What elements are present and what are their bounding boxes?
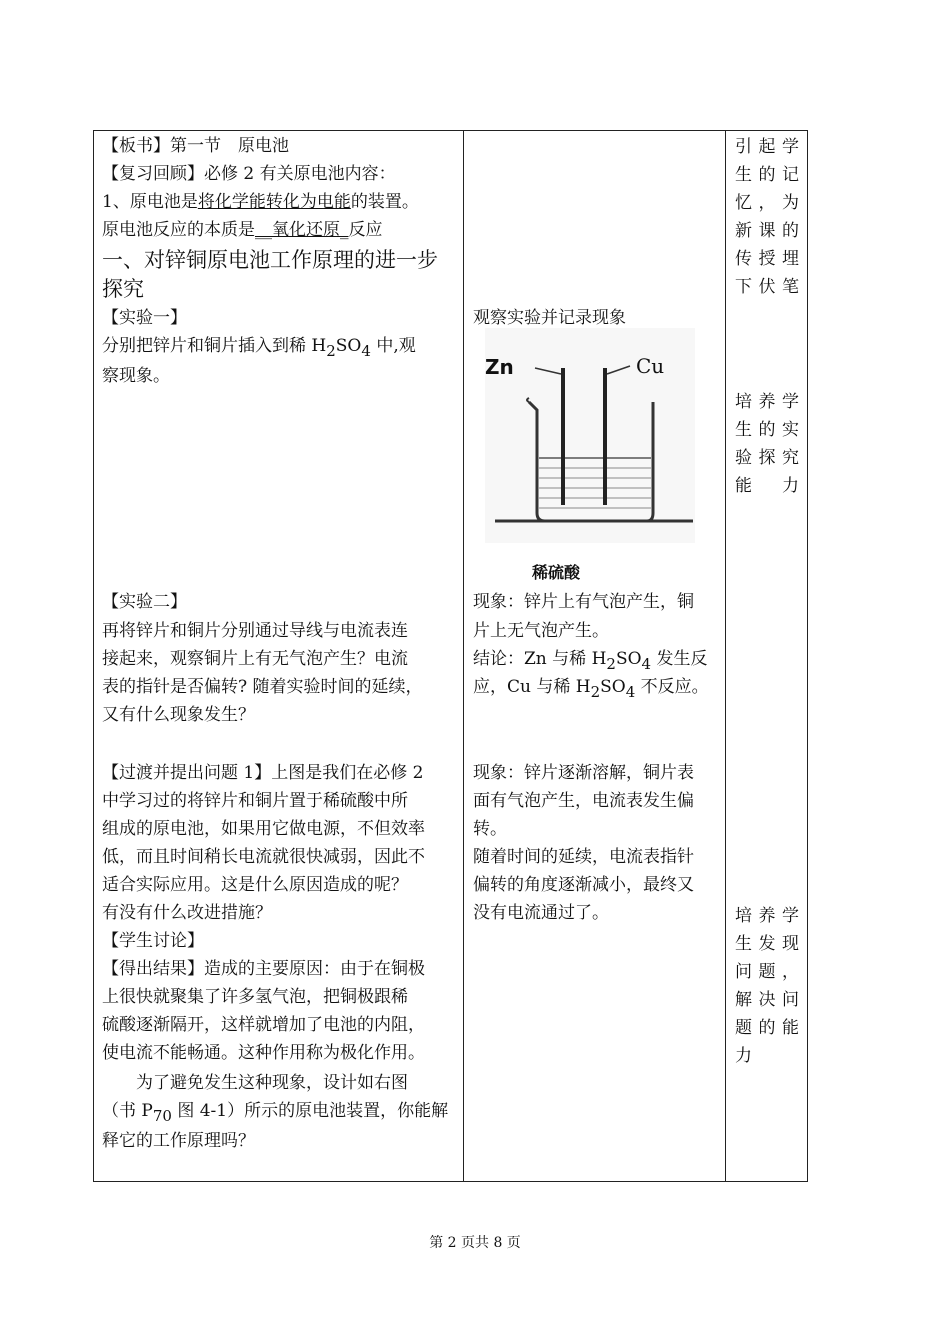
intent-2: 培养学生的实验探究能力 [735, 392, 799, 496]
page-footer: 第 2 页共 8 页 [429, 1235, 521, 1251]
phenomenon-2: 随着时间的延续，电流表指针 [473, 847, 694, 867]
result-line: 上很快就聚集了许多氢气泡，把铜极跟稀 [102, 987, 408, 1007]
avoid-line: 为了避免发生这种现象，设计如右图 [102, 1073, 408, 1093]
phenomenon-2: 转。 [473, 819, 507, 839]
conclusion-line-1: 结论：Zn 与稀 $H_2SO_4$ 发生反 [473, 649, 708, 673]
board-heading: 【板书】第一节 原电池 [102, 136, 289, 156]
result-line: 使电流不能畅通。这种作用称为极化作用。 [102, 1043, 425, 1063]
transition-line: 适合实际应用。这是什么原因造成的呢？ [102, 875, 408, 895]
result-line: 【得出结果】造成的主要原因：由于在铜极 [102, 959, 425, 979]
design-intent-column [725, 131, 809, 1181]
intent-3: 培养学生发现问题，解决问题的能力 [735, 906, 799, 1066]
experiment-2-line: 表的指针是否偏转? 随着实验时间的延续， [102, 677, 423, 697]
phenomenon-1: 现象：锌片上有气泡产生，铜 [473, 592, 694, 612]
transition-line: 有没有什么改进措施？ [102, 903, 272, 923]
observe-instruction: 观察实验并记录现象 [473, 308, 626, 328]
zinc-electrode [561, 368, 565, 505]
avoid-line: （书 $P_{70}$ 图 4-1）所示的原电池装置，你能解 [102, 1101, 449, 1125]
section-heading: 一、对锌铜原电池工作原理的进一步 [102, 248, 438, 272]
answer-blank-1: 将化学能转化为电能 [197, 192, 351, 212]
review-line-1: 1、原电池是将化学能转化为电能的装置。 [102, 192, 419, 212]
experiment-1-label: 【实验一】 [102, 308, 187, 328]
section-heading-cont: 探究 [102, 277, 144, 301]
review-heading: 【复习回顾】必修 2 有关原电池内容： [102, 164, 396, 184]
copper-electrode [603, 368, 607, 505]
phenomenon-1-cont: 片上无气泡产生。 [473, 621, 609, 641]
transition-line: 中学习过的将锌片和铜片置于稀硫酸中所 [102, 791, 408, 811]
result-line: 硫酸逐渐隔开，这样就增加了电池的内阻， [102, 1015, 425, 1035]
discussion-label: 【学生讨论】 [102, 931, 204, 951]
transition-line: 低，而且时间稍长电流就很快减弱，因此不 [102, 847, 425, 867]
lesson-table [93, 130, 808, 1182]
phenomenon-2: 面有气泡产生，电流表发生偏 [473, 791, 694, 811]
zn-label: Zn [485, 355, 514, 379]
phenomenon-2: 没有电流通过了。 [473, 903, 609, 923]
transition-line: 组成的原电池，如果用它做电源，不但效率 [102, 819, 425, 839]
experiment-1-text-cont: 察现象。 [102, 366, 170, 386]
experiment-2-line: 再将锌片和铜片分别通过导线与电流表连 [102, 621, 408, 641]
transition-line: 【过渡并提出问题 1】上图是我们在必修 2 [102, 763, 424, 783]
avoid-line: 释它的工作原理吗？ [102, 1131, 255, 1151]
experiment-2-line: 接起来，观察铜片上有无气泡产生？电流 [102, 649, 408, 669]
student-activity-column [463, 131, 725, 1181]
figure-caption: 稀硫酸 [532, 563, 581, 582]
conclusion-line-2: 应，Cu 与稀 $H_2SO_4$ 不反应。 [473, 677, 709, 701]
phenomenon-2: 现象：锌片逐渐溶解，铜片表 [473, 763, 694, 783]
cu-label: Cu [636, 354, 665, 378]
intent-1: 引起学生的记忆，为新课的传授埋下伏笔 [735, 137, 799, 297]
experiment-2-label: 【实验二】 [102, 592, 187, 612]
teaching-content-column [94, 131, 463, 1181]
phenomenon-2: 偏转的角度逐渐减小，最终又 [473, 875, 694, 895]
experiment-2-line: 又有什么现象发生？ [102, 705, 255, 725]
experiment-1-text: 分别把锌片和铜片插入到稀 $H_2SO_4$ 中,观 [102, 336, 416, 360]
answer-blank-2: __氧化还原_ [255, 220, 349, 240]
zinc-copper-beaker-figure [485, 328, 695, 543]
review-line-2: 原电池反应的本质是__氧化还原_反应 [102, 220, 383, 240]
